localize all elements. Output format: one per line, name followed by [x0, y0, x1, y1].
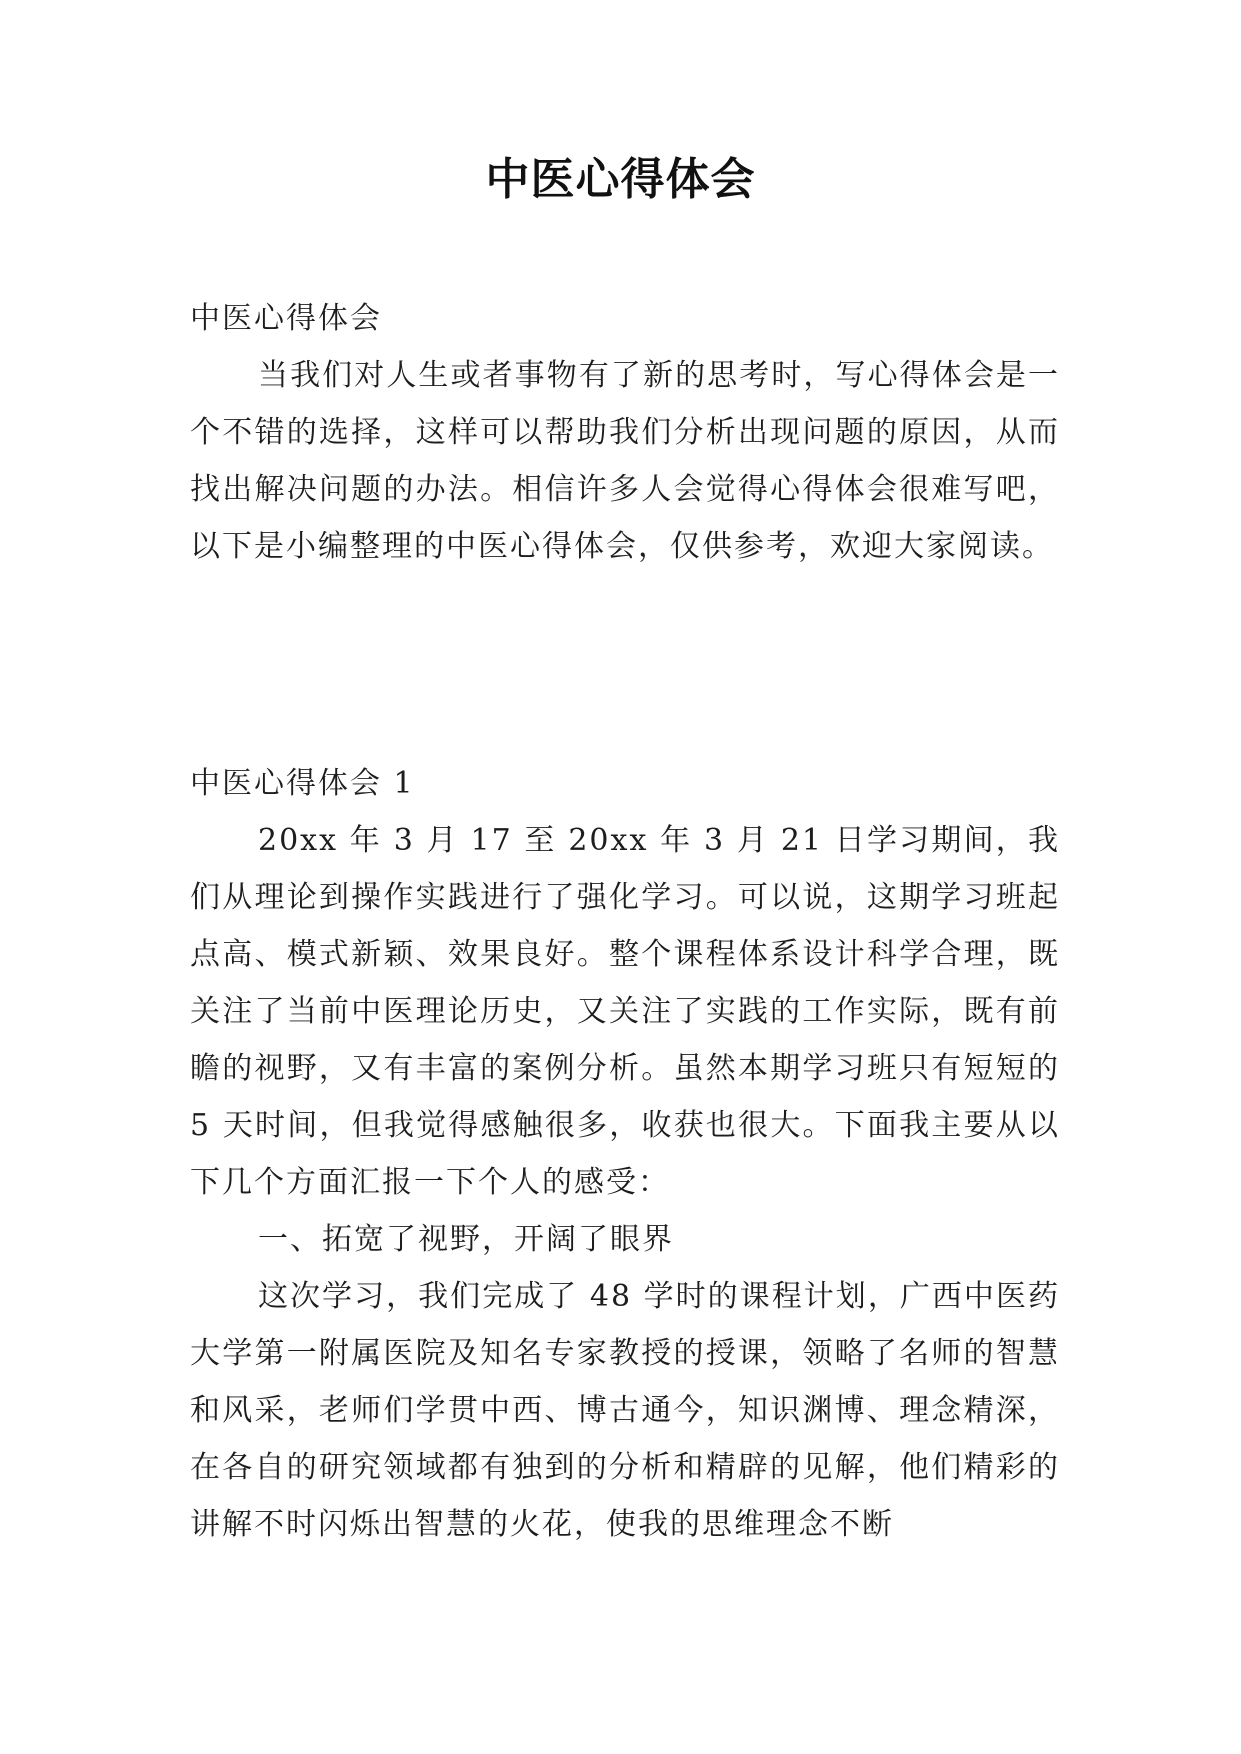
document-title: 中医心得体会 — [485, 154, 756, 205]
intro-section — [190, 290, 1060, 575]
section-1-paragraph: 20xx 年 3 月 17 至 20xx 年 3 月 21 日学习期间，我们从理论到操作实践进行了强化学习。可以说，这期学习班起点高、模式新颖、效果良好。整个课程体系设计科学合理，既关注了当前中医理论历史，又关注了实践的工作实际，既有前瞻的视野，又有丰富的案例分析。虽然本期学习班只有短短的 5 天时间，但我觉得感触很多，收获也很大。下面我主要从以下几个方面汇报一下个人的感受： — [190, 823, 1060, 1200]
intro-label: 中医心得体会 — [190, 301, 382, 336]
section-1-paragraph: 这次学习，我们完成了 48 学时的课程计划，广西中医药大学第一附属医院及知名专家教授的授课，领略了名师的智慧和风采，老师们学贯中西、博古通今，知识渊博、理念精深，在各自的研究领域都有独到的分析和精辟的见解，他们精彩的讲解不时闪烁出智慧的火花，使我的思维理念不断 — [190, 1279, 1060, 1542]
section-1 — [190, 755, 1060, 1553]
section-1-label: 中医心得体会 1 — [190, 766, 415, 801]
section-1-heading: 一、拓宽了视野，开阔了眼界 — [258, 1222, 674, 1257]
intro-paragraph: 当我们对人生或者事物有了新的思考时，写心得体会是一个不错的选择，这样可以帮助我们分析出现问题的原因，从而找出解决问题的办法。相信许多人会觉得心得体会很难写吧，以下是小编整理的中医心得体会，仅供参考，欢迎大家阅读。 — [190, 358, 1060, 564]
